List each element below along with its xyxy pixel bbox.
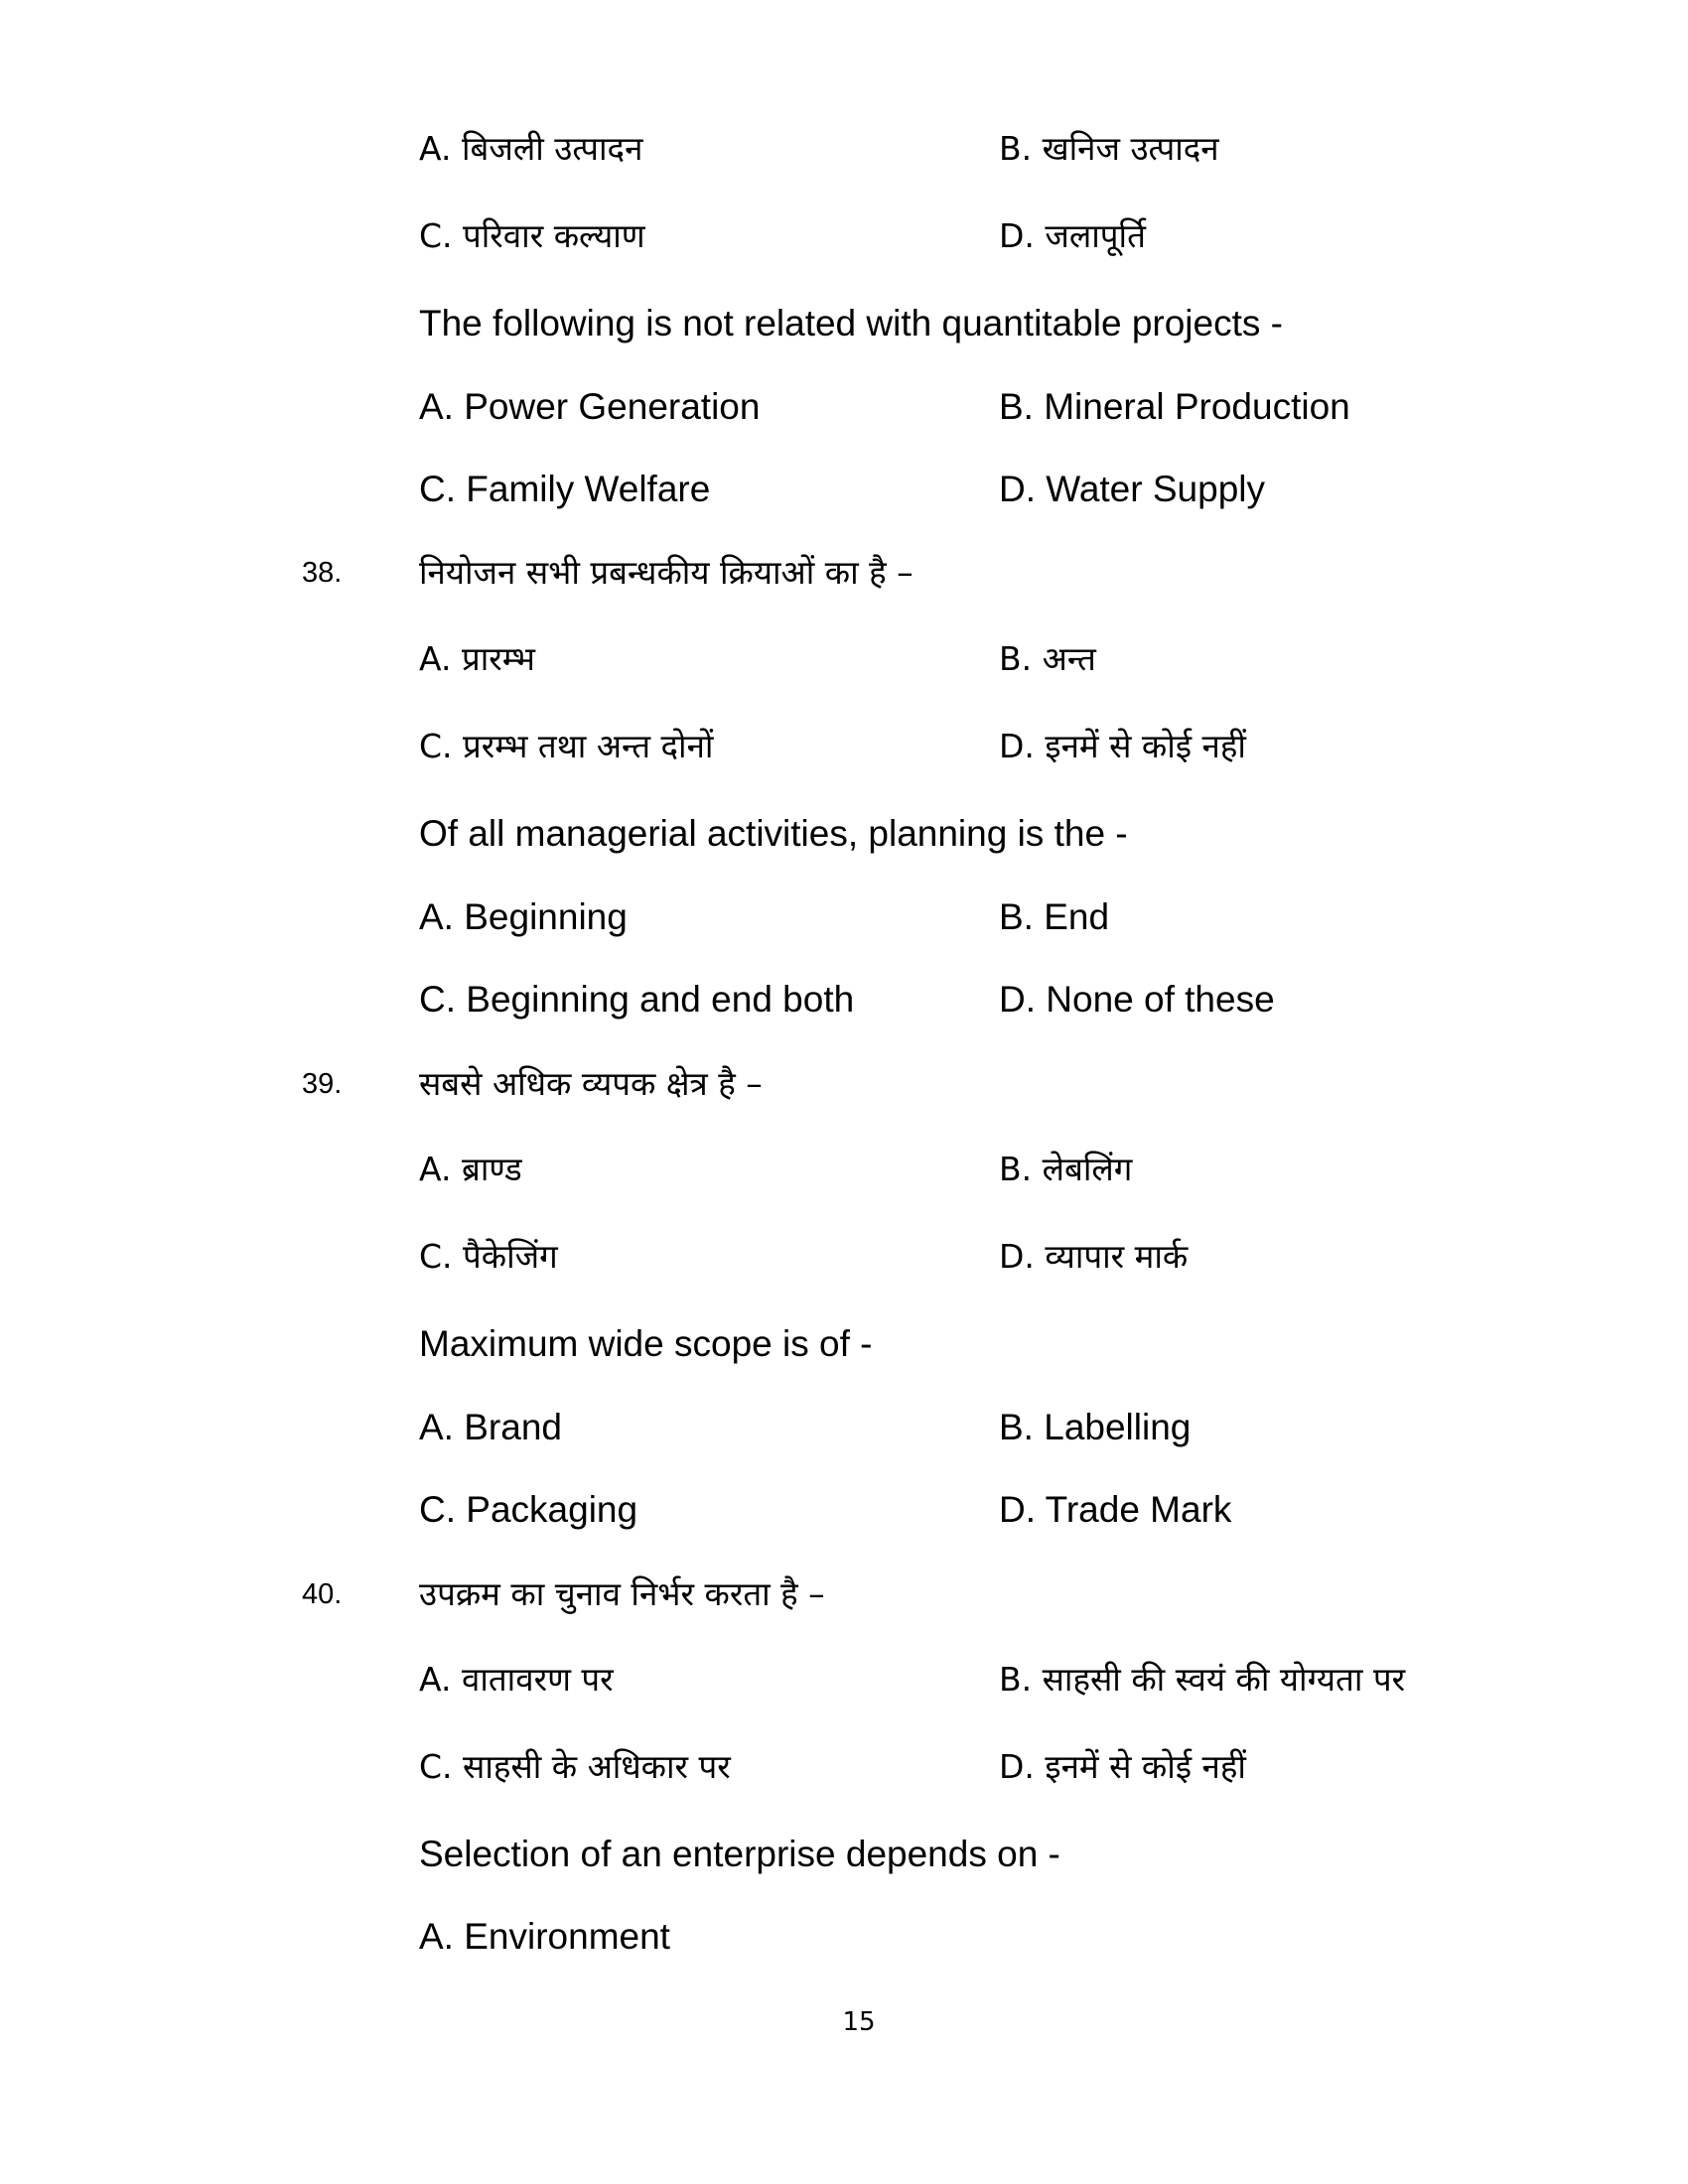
q37-english-option-a: A. Power Generation (419, 386, 761, 427)
q37-english-option-d: D. Water Supply (999, 469, 1265, 509)
q38-english-stem: Of all managerial activities, planning is the - (419, 813, 1128, 854)
q37-english-option-c: C. Family Welfare (419, 469, 711, 509)
q39-hindi-option-d: D. व्यापार मार्क (999, 1237, 1189, 1276)
q40-hindi-option-d: D. इनमें से कोई नहीं (999, 1747, 1246, 1786)
q38-hindi-stem: नियोजन सभी प्रबन्धकीय क्रियाओं का है – (419, 553, 914, 592)
q40-hindi-option-a: A. वातावरण पर (419, 1660, 614, 1699)
q40-hindi-option-b: B. साहसी की स्वयं की योग्यता पर (999, 1660, 1406, 1699)
q40-hindi-stem: उपक्रम का चुनाव निर्भर करता है – (419, 1574, 825, 1613)
q37-hindi-option-c: C. परिवार कल्याण (419, 216, 645, 255)
q39-english-option-a: A. Brand (419, 1407, 562, 1447)
page-number: 15 (842, 2007, 876, 2037)
q38-english-option-b: B. End (999, 896, 1110, 937)
q38-hindi-option-c: C. प्ररम्भ तथा अन्त दोनों (419, 727, 714, 765)
q39-hindi-option-a: A. ब्राण्ड (419, 1150, 522, 1188)
q40-english-stem: Selection of an enterprise depends on - (419, 1834, 1060, 1874)
q39-english-option-d: D. Trade Mark (999, 1489, 1232, 1530)
q39-english-stem: Maximum wide scope is of - (419, 1323, 873, 1364)
q40-english-option-a: A. Environment (419, 1916, 670, 1957)
q38-english-option-d: D. None of these (999, 979, 1275, 1020)
q39-english-option-b: B. Labelling (999, 1407, 1192, 1447)
q38-hindi-option-d: D. इनमें से कोई नहीं (999, 727, 1246, 765)
q39-hindi-stem: सबसे अधिक व्यपक क्षेत्र है – (419, 1064, 763, 1103)
q37-hindi-option-d: D. जलापूर्ति (999, 216, 1146, 255)
q37-english-stem: The following is not related with quantitable projects - (419, 303, 1283, 343)
question-number-40: 40. (302, 1578, 343, 1610)
q37-english-option-b: B. Mineral Production (999, 386, 1350, 427)
q38-english-option-c: C. Beginning and end both (419, 979, 855, 1020)
q40-hindi-option-c: C. साहसी के अधिकार पर (419, 1747, 731, 1786)
q38-hindi-option-b: B. अन्त (999, 639, 1096, 678)
q38-hindi-option-a: A. प्रारम्भ (419, 639, 535, 678)
question-number-39: 39. (302, 1068, 343, 1100)
q38-english-option-a: A. Beginning (419, 896, 628, 937)
q39-english-option-c: C. Packaging (419, 1489, 638, 1530)
q37-hindi-option-a: A. बिजली उत्पादन (419, 129, 643, 168)
q37-hindi-option-b: B. खनिज उत्पादन (999, 129, 1219, 168)
q39-hindi-option-b: B. लेबलिंग (999, 1150, 1133, 1188)
q39-hindi-option-c: C. पैकेजिंग (419, 1237, 558, 1276)
question-number-38: 38. (302, 557, 343, 589)
